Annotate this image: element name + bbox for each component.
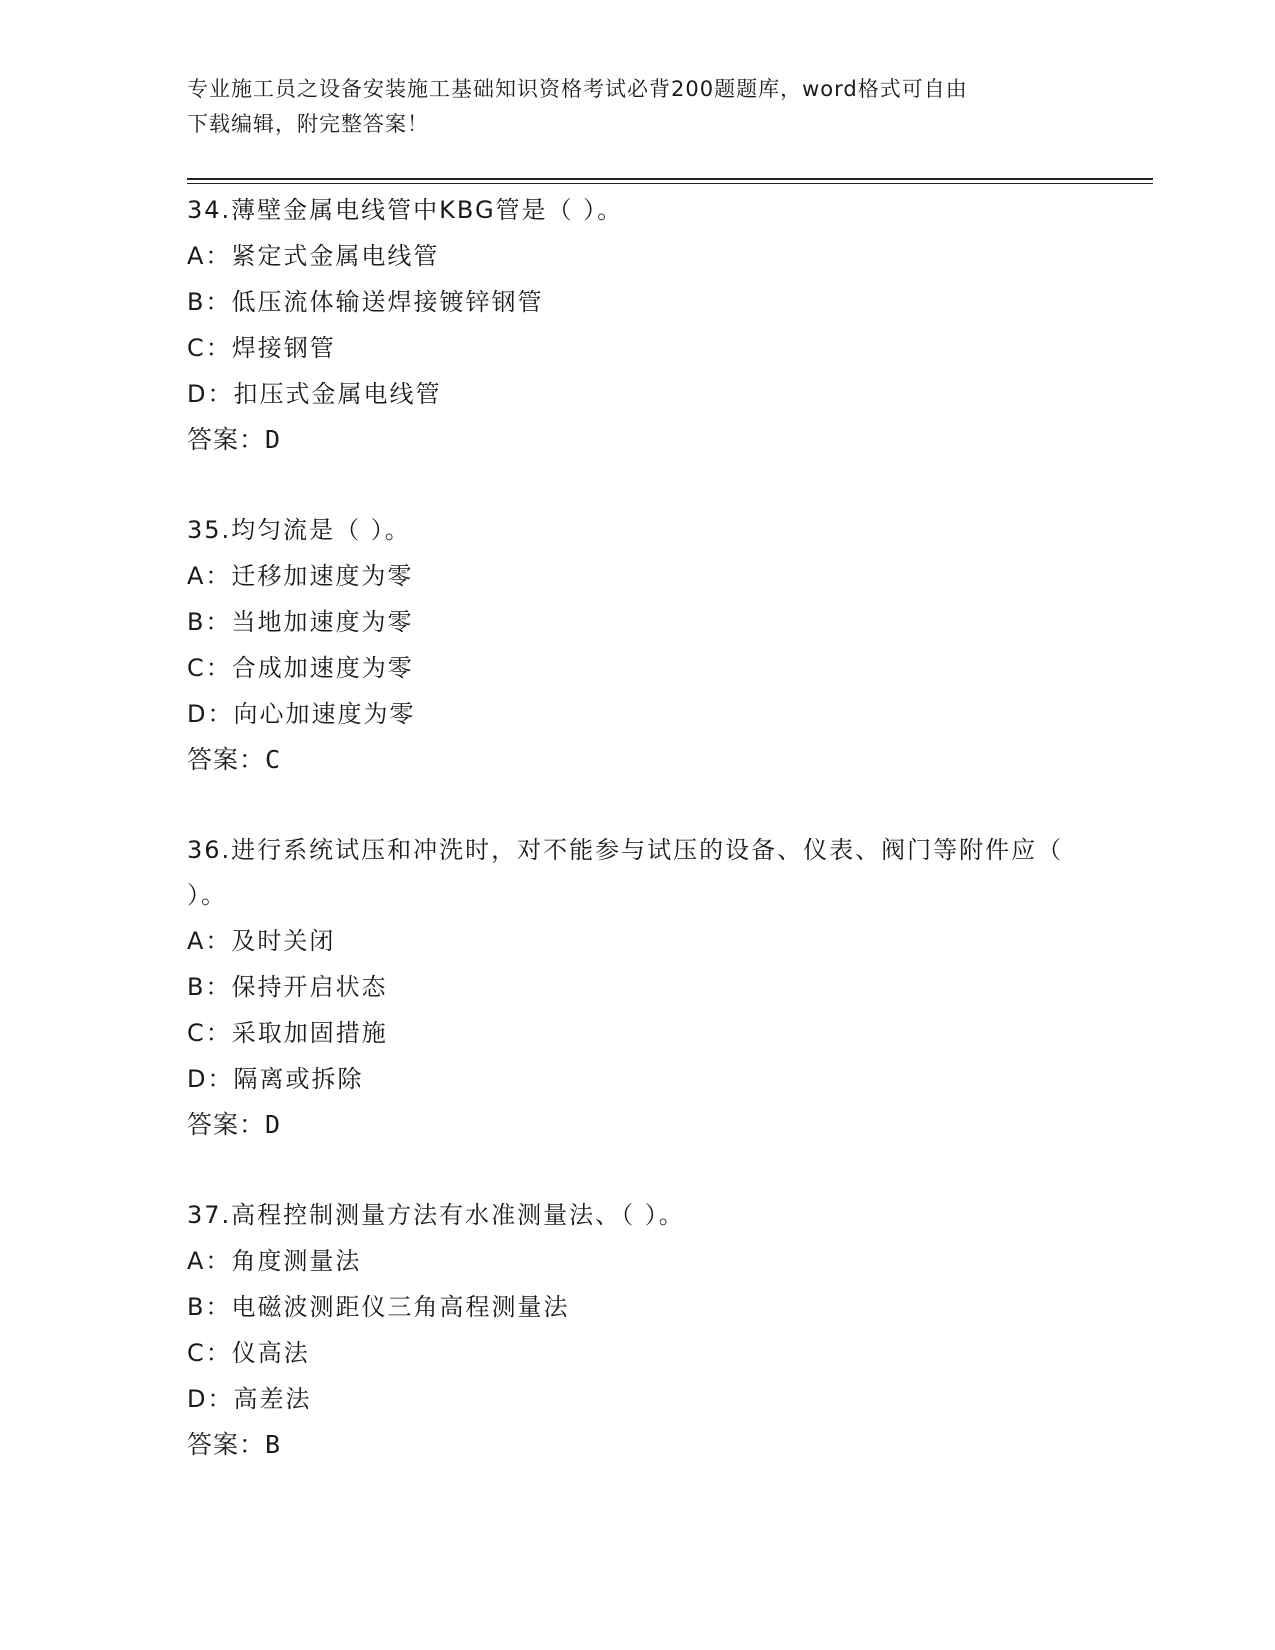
question-37	[187, 1193, 1087, 1468]
answer-line	[187, 417, 1087, 463]
option-a: A：迁移加速度为零	[187, 562, 414, 590]
option-a: A：角度测量法	[187, 1247, 362, 1275]
answer-value: D	[265, 1110, 282, 1139]
option-a: A：及时关闭	[187, 927, 336, 955]
header-divider-thin	[187, 183, 1153, 184]
option-c: C：采取加固措施	[187, 1019, 388, 1047]
question-34	[187, 188, 1087, 463]
option-b: B：保持开启状态	[187, 973, 388, 1001]
answer-label: 答案：	[187, 1430, 266, 1459]
answer-label: 答案：	[187, 745, 266, 774]
question-title: 37.高程控制测量方法有水准测量法、（ ）。	[187, 1201, 685, 1229]
question-title: 35.均匀流是（ ）。	[187, 516, 411, 544]
question-title: 34.薄壁金属电线管中KBG管是（ ）。	[187, 196, 624, 224]
question-36	[187, 828, 1087, 1148]
answer-line	[187, 1422, 1087, 1468]
option-c: C：合成加速度为零	[187, 654, 414, 682]
question-list	[187, 188, 1087, 1513]
header-line-2: 下载编辑，附完整答案！	[187, 112, 429, 136]
answer-value: D	[265, 425, 282, 454]
answer-label: 答案：	[187, 425, 266, 454]
option-b: B：低压流体输送焊接镀锌钢管	[187, 288, 544, 316]
option-c: C：焊接钢管	[187, 334, 336, 362]
option-c: C：仪高法	[187, 1339, 310, 1367]
answer-line	[187, 737, 1087, 783]
option-d: D：扣压式金属电线管	[187, 380, 442, 408]
header-line-1: 专业施工员之设备安装施工基础知识资格考试必背200题题库，word格式可自由	[187, 77, 968, 101]
answer-line	[187, 1102, 1087, 1148]
answer-value: C	[265, 745, 282, 774]
option-d: D：隔离或拆除	[187, 1065, 364, 1093]
question-35	[187, 508, 1087, 783]
option-a: A：紧定式金属电线管	[187, 242, 440, 270]
document-header	[187, 72, 1067, 142]
header-divider-thick	[187, 178, 1153, 180]
answer-value: B	[265, 1430, 282, 1459]
option-d: D：高差法	[187, 1385, 312, 1413]
question-title: 36.进行系统试压和冲洗时，对不能参与试压的设备、仪表、阀门等附件应（ ）。	[187, 836, 1073, 909]
option-b: B：当地加速度为零	[187, 608, 414, 636]
option-d: D：向心加速度为零	[187, 700, 416, 728]
option-b: B：电磁波测距仪三角高程测量法	[187, 1293, 570, 1321]
answer-label: 答案：	[187, 1110, 266, 1139]
